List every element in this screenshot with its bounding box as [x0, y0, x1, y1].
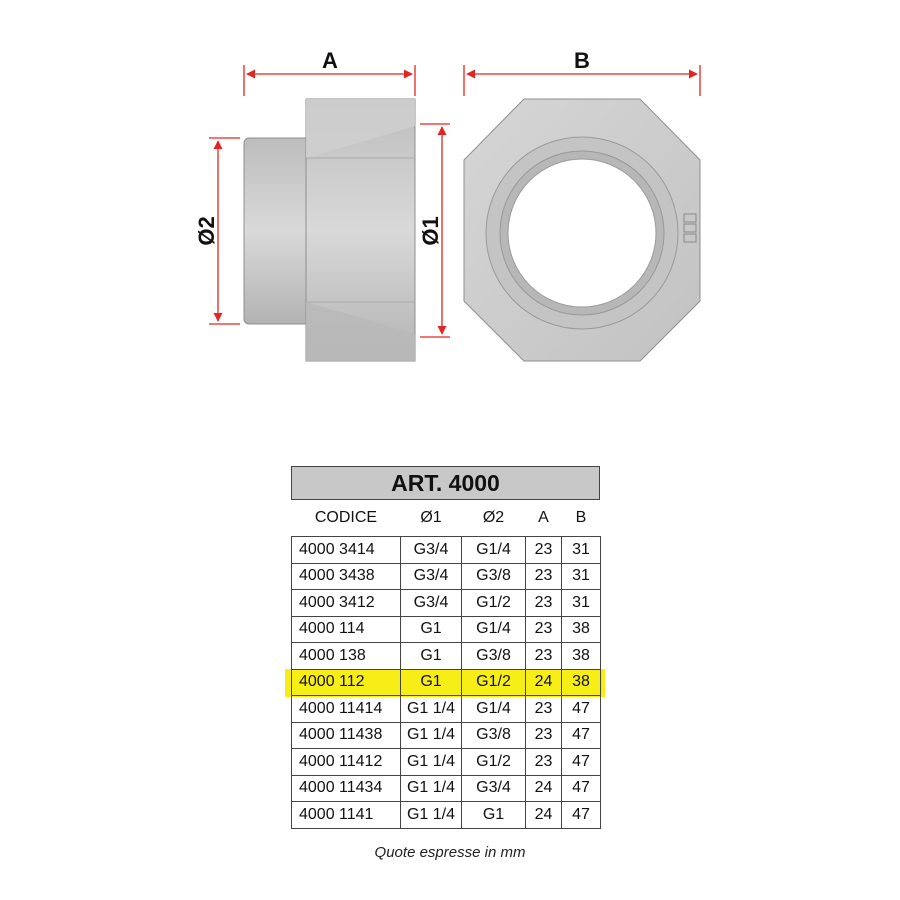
cell-a: 24 — [526, 775, 562, 802]
table-row — [292, 749, 601, 776]
cell-a: 24 — [526, 669, 562, 696]
table-header-row — [292, 500, 601, 537]
cell-b: 38 — [562, 669, 601, 696]
cell-b: 31 — [562, 537, 601, 564]
cell-codice: 4000 1141 — [292, 802, 401, 829]
cell-d1: G1 — [401, 669, 462, 696]
dimension-a — [244, 48, 415, 96]
header-a: A — [538, 509, 549, 526]
cell-d1: G1 — [401, 616, 462, 643]
dimension-d2 — [194, 138, 240, 324]
header-b: B — [575, 509, 587, 526]
spec-grid — [291, 500, 601, 829]
cell-a: 23 — [526, 643, 562, 670]
cell-d1: G1 — [401, 643, 462, 670]
dimension-b-label: B — [574, 48, 590, 73]
cell-b: 38 — [562, 643, 601, 670]
cell-b: 47 — [562, 775, 601, 802]
table-row — [292, 563, 601, 590]
table-title: ART. 4000 — [291, 466, 600, 500]
front-view-bore — [508, 159, 656, 307]
units-caption: Quote espresse in mm — [374, 844, 526, 861]
table-row — [292, 802, 601, 829]
cell-a: 23 — [526, 749, 562, 776]
cell-codice: 4000 114 — [292, 616, 401, 643]
cell-d2: G1/2 — [462, 590, 526, 617]
cell-a: 24 — [526, 802, 562, 829]
cell-codice: 4000 3412 — [292, 590, 401, 617]
cell-d2: G3/8 — [462, 722, 526, 749]
cell-d2: G3/8 — [462, 643, 526, 670]
header-d1: Ø1 — [420, 509, 442, 526]
header-d2: Ø2 — [482, 509, 505, 526]
cell-codice: 4000 3438 — [292, 563, 401, 590]
front-view — [464, 99, 700, 361]
dimension-b — [464, 48, 700, 96]
cell-codice: 4000 138 — [292, 643, 401, 670]
cell-d1: G1 1/4 — [401, 749, 462, 776]
cell-d2: G3/4 — [462, 775, 526, 802]
cell-d2: G1/4 — [462, 696, 526, 723]
cell-b: 47 — [562, 749, 601, 776]
dimension-d1 — [418, 124, 450, 337]
cell-b: 38 — [562, 616, 601, 643]
cell-d1: G1 1/4 — [401, 722, 462, 749]
cell-codice: 4000 112 — [292, 669, 401, 696]
table-row — [292, 669, 601, 696]
table-row — [292, 696, 601, 723]
side-view-shoulder — [244, 138, 310, 324]
cell-d1: G3/4 — [401, 563, 462, 590]
cell-b: 31 — [562, 563, 601, 590]
cell-d2: G1 — [462, 802, 526, 829]
table-row — [292, 643, 601, 670]
cell-d2: G1/2 — [462, 669, 526, 696]
table-row — [292, 537, 601, 564]
table-row — [292, 722, 601, 749]
cell-codice: 4000 11414 — [292, 696, 401, 723]
cell-b: 31 — [562, 590, 601, 617]
table-row — [292, 775, 601, 802]
cell-d1: G1 1/4 — [401, 802, 462, 829]
cell-a: 23 — [526, 563, 562, 590]
header-codice: CODICE — [314, 509, 378, 526]
spec-table — [291, 466, 600, 829]
side-view — [244, 99, 415, 361]
dimension-d1-label: Ø1 — [418, 216, 443, 246]
cell-d1: G1 1/4 — [401, 696, 462, 723]
cell-b: 47 — [562, 722, 601, 749]
cell-a: 23 — [526, 590, 562, 617]
cell-a: 23 — [526, 722, 562, 749]
cell-codice: 4000 3414 — [292, 537, 401, 564]
cell-d1: G3/4 — [401, 537, 462, 564]
cell-d2: G3/8 — [462, 563, 526, 590]
technical-drawing — [0, 0, 900, 420]
table-body — [292, 537, 601, 829]
cell-a: 23 — [526, 696, 562, 723]
cell-b: 47 — [562, 696, 601, 723]
cell-d2: G1/2 — [462, 749, 526, 776]
table-row — [292, 616, 601, 643]
cell-d1: G3/4 — [401, 590, 462, 617]
cell-a: 23 — [526, 537, 562, 564]
cell-codice: 4000 11412 — [292, 749, 401, 776]
cell-d2: G1/4 — [462, 537, 526, 564]
cell-d1: G1 1/4 — [401, 775, 462, 802]
cell-a: 23 — [526, 616, 562, 643]
cell-codice: 4000 11438 — [292, 722, 401, 749]
cell-b: 47 — [562, 802, 601, 829]
dimension-a-label: A — [322, 48, 338, 73]
cell-codice: 4000 11434 — [292, 775, 401, 802]
cell-d2: G1/4 — [462, 616, 526, 643]
table-row — [292, 590, 601, 617]
dimension-d2-label: Ø2 — [194, 216, 219, 246]
